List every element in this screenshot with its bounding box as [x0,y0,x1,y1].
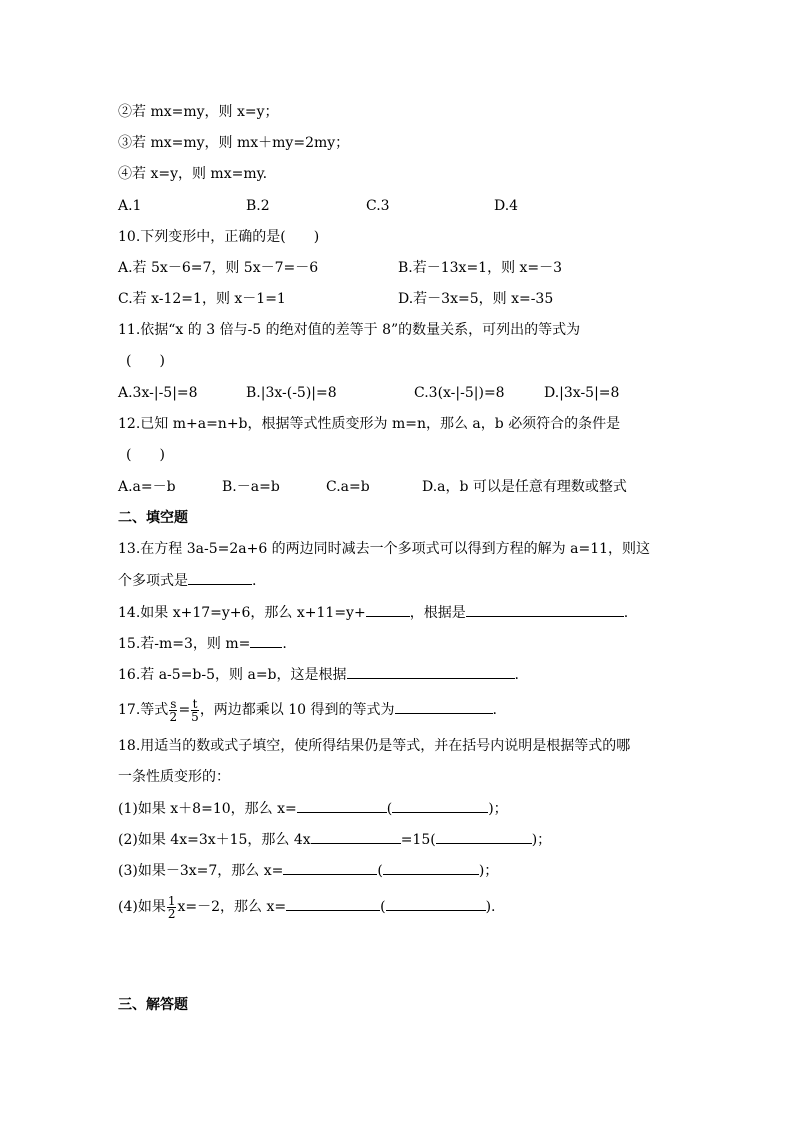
q13-answer-blank[interactable] [188,570,252,585]
q11-option-a: A.3x-|-5|=8 [118,385,198,401]
q12-option-c: C.a=b [326,479,370,495]
question-18-part-4: (4)如果 $\frac{1}{2}$ x=－2，那么 x= ( ). [118,893,496,921]
p2-answer-blank[interactable] [311,829,401,844]
p2-reason-blank[interactable] [436,829,532,844]
question-13-cont: 个多项式是 . [118,570,256,591]
fraction-one-half: $\frac{1}{2}$ [167,893,176,921]
p1-reason-blank[interactable] [392,798,488,813]
question-17: 17.等式 $\frac{s}{2}$ = $\frac{t}{5}$ ，两边都乘以 10 得到的等式为 . [118,696,497,724]
question-16: 16.若 a-5=b-5，则 a=b，这是根据 . [118,664,519,685]
fraction-t-over-5: $\frac{t}{5}$ [191,696,199,724]
question-13: 13.在方程 3a-5=2a+6 的两边同时减去一个多项式可以得到方程的解为 a=11，则这 [118,541,651,557]
question-18-cont: 一条性质变形的： [118,769,230,785]
q12-option-b: B.－a=b [222,479,280,495]
question-14: 14.如果 x+17=y+6，那么 x+11=y+ ，根据是 . [118,602,628,623]
section-heading-answer: 三、解答题 [118,997,188,1013]
fraction-s-over-2: $\frac{s}{2}$ [169,696,178,724]
p3-reason-blank[interactable] [383,860,479,875]
q15-answer-blank[interactable] [250,633,282,648]
q14-answer-blank[interactable] [366,602,410,617]
q12-option-d: D.a，b 可以是任意有理数或整式 [422,479,627,495]
question-11-bracket: ( ) [126,353,165,369]
p4-reason-blank[interactable] [386,896,486,911]
section-heading-fill: 二、填空题 [118,510,188,526]
p4-answer-blank[interactable] [286,896,380,911]
statement-2: ②若 mx=my，则 x=y； [118,104,279,120]
question-18-part-3: (3)如果－3x=7，那么 x= ( )； [118,860,498,881]
q9-option-d: D.4 [494,198,519,214]
q10-option-b: B.若－13x=1，则 x=－3 [398,260,563,276]
question-15: 15.若-m=3，则 m= . [118,633,287,654]
q9-option-a: A.1 [118,198,142,214]
question-12: 12.已知 m+a=n+b，根据等式性质变形为 m=n，那么 a，b 必须符合的条件是 [118,416,621,432]
statement-4: ④若 x=y，则 mx=my. [118,166,268,182]
q11-option-d: D.|3x-5|=8 [544,385,620,401]
p1-answer-blank[interactable] [297,798,387,813]
q12-option-a: A.a=－b [118,479,176,495]
q16-reason-blank[interactable] [347,664,515,679]
q10-option-a: A.若 5x－6=7，则 5x－7=－6 [118,260,319,276]
q11-option-b: B.|3x-(-5)|=8 [246,385,337,401]
p3-answer-blank[interactable] [283,860,377,875]
question-18: 18.用适当的数或式子填空，使所得结果仍是等式，并在括号内说明是根据等式的哪 [118,738,631,754]
q17-answer-blank[interactable] [395,699,493,714]
q14-reason-blank[interactable] [466,602,624,617]
statement-3: ③若 mx=my，则 mx＋my=2my； [118,135,350,151]
q9-option-c: C.3 [366,198,390,214]
q9-option-b: B.2 [246,198,270,214]
q11-option-c: C.3(x-|-5|)=8 [414,385,505,401]
question-11: 11.依据“x 的 3 倍与-5 的绝对值的差等于 8”的数量关系，可列出的等式为 [118,322,581,338]
question-10: 10.下列变形中，正确的是( ) [118,229,320,245]
q10-option-c: C.若 x-12=1，则 x－1=1 [118,291,286,307]
question-18-part-2: (2)如果 4x=3x＋15，那么 4x =15( )； [118,829,551,850]
q10-option-d: D.若－3x=5，则 x=-35 [398,291,554,307]
question-18-part-1: (1)如果 x＋8=10，那么 x= ( )； [118,798,508,819]
question-12-bracket: ( ) [126,447,165,463]
